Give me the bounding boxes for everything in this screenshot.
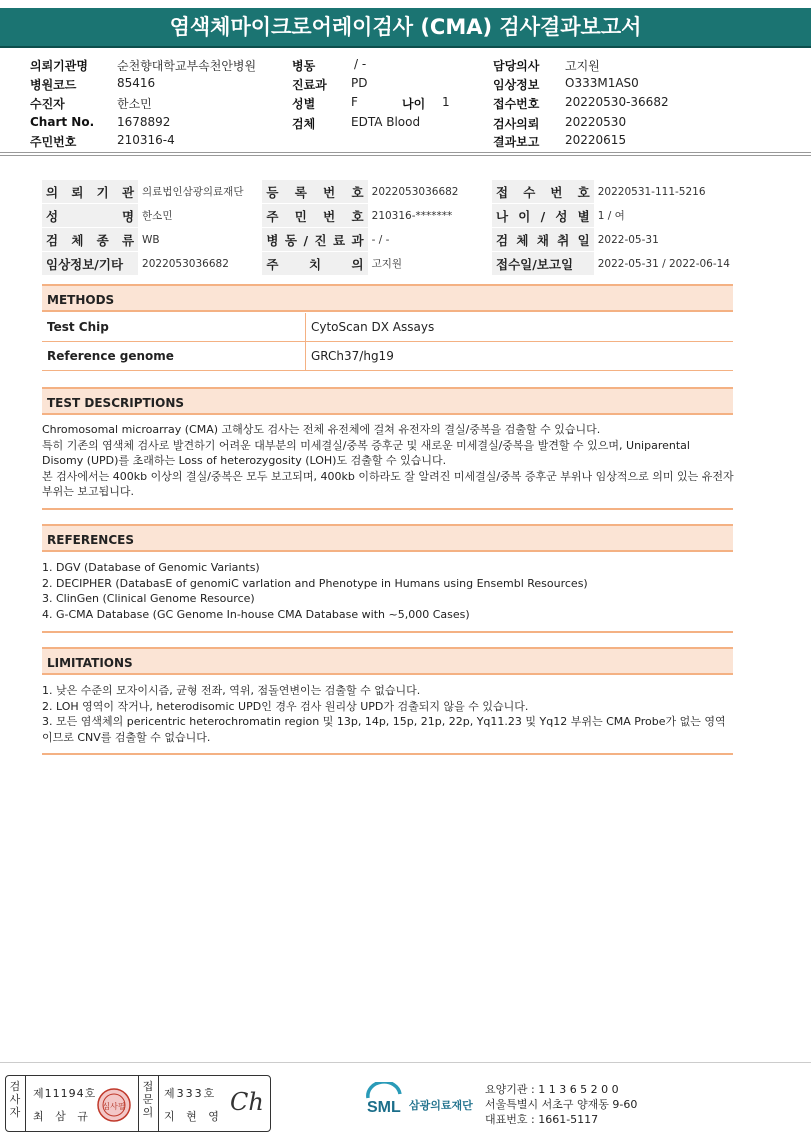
table-row xyxy=(42,313,733,342)
signature: Ch xyxy=(230,1088,264,1116)
institution-phone: 대표번호 : 1661-5117 xyxy=(485,1113,599,1126)
references-heading: REFERENCES xyxy=(42,524,733,552)
info-value: 한소민 xyxy=(138,204,262,228)
limitations-heading: LIMITATIONS xyxy=(42,647,733,675)
info-value: 2022-05-31 xyxy=(594,228,734,252)
header-patient xyxy=(30,95,152,112)
header-key: 검체 xyxy=(292,117,316,131)
header-key: 검사의뢰 xyxy=(493,117,540,131)
methods-table xyxy=(42,313,733,371)
header-key: 결과보고 xyxy=(493,135,540,149)
info-key: 등 록 번 호 xyxy=(262,180,367,204)
header-hospital xyxy=(30,57,257,74)
info-value: 210316-******* xyxy=(368,204,492,228)
header-department xyxy=(292,76,368,93)
header-value: 20220615 xyxy=(565,133,627,147)
header-divider xyxy=(0,152,811,153)
institution-info xyxy=(485,1082,637,1127)
header-report-date xyxy=(493,133,627,150)
header-key: 진료과 xyxy=(292,78,327,92)
header-value: PD xyxy=(351,76,368,90)
seal-stamp xyxy=(96,1087,132,1123)
header-value: 20220530 xyxy=(565,115,627,129)
test-descriptions-body xyxy=(42,422,734,500)
list-item: 2. LOH 영역이 작거나, heterodisomic UPD인 경우 검사 원리상 UPD가 검출되지 않을 수 있습니다. xyxy=(42,699,529,713)
info-key: 주 민 번 호 xyxy=(262,204,367,228)
info-key: 의 뢰 기 관 xyxy=(42,180,138,204)
info-value: 의료법인삼광의료재단 xyxy=(138,180,262,204)
specialist-license: 제333호 xyxy=(164,1087,217,1100)
header-value: / - xyxy=(354,57,367,71)
methods-key: Reference genome xyxy=(42,342,306,371)
box-divider xyxy=(138,1076,139,1131)
header-chart-no xyxy=(30,115,171,129)
report-title: 염색체마이크로어레이검사 (CMA) 검사결과보고서 xyxy=(0,8,811,48)
header-key: 주민번호 xyxy=(30,135,77,149)
limitations-list xyxy=(42,683,734,745)
table-row xyxy=(42,180,734,204)
institution-address: 서울특별시 서초구 양재동 9-60 xyxy=(485,1098,638,1111)
info-value: 고지원 xyxy=(368,252,492,276)
methods-value: GRCh37/hg19 xyxy=(306,342,734,371)
header-value: EDTA Blood xyxy=(351,115,421,129)
header-key: 수진자 xyxy=(30,97,65,111)
header-receipt-no xyxy=(493,95,669,112)
table-row xyxy=(42,252,734,276)
examiner-label: 검사자 xyxy=(9,1080,21,1119)
list-item: 3. ClinGen (Clinical Genome Resource) xyxy=(42,592,255,605)
info-key: 접 수 번 호 xyxy=(492,180,594,204)
list-item: 3. 모든 염색체의 pericentric heterochromatin region 및 13p, 14p, 15p, 21p, 22p, Yq11.23 및 Yq12 부위는 CMA Probe가 없는 영역이므로 CNV를 검출할 수 없습니다. xyxy=(42,715,726,744)
list-item: 4. G-CMA Database (GC Genome In-house CMA Database with ~5,000 Cases) xyxy=(42,607,470,621)
seal-text: 심사필 xyxy=(102,1102,126,1111)
header-value: 1 xyxy=(442,95,450,109)
paragraph: 특히 기존의 염색체 검사로 발견하기 어려운 대부분의 미세결실/중복 증후군 및 새로운 미세결실/중복을 발견할 수 있으며, Uniparental Disomy (UPD)를 초래하는 Loss of heterozygosity (LOH)도 검출할 수 있습니다. xyxy=(42,438,690,467)
header-key: 병동 xyxy=(292,59,316,73)
info-value: - / - xyxy=(368,228,492,252)
institution-code: 요양기관 : 1 1 3 6 5 2 0 0 xyxy=(485,1083,619,1096)
logo-name: 삼광의료재단 xyxy=(409,1099,473,1112)
header-key: 나이 xyxy=(402,97,426,111)
header-divider xyxy=(0,155,811,156)
header-value: 20220530-36682 xyxy=(565,95,669,109)
section-divider xyxy=(42,753,733,755)
header-sex xyxy=(292,95,358,112)
header-hospital-code xyxy=(30,76,156,93)
info-key: 나 이 / 성 별 xyxy=(492,204,594,228)
header-value: 85416 xyxy=(117,76,156,90)
header-request-date xyxy=(493,115,627,132)
signature-box xyxy=(5,1075,271,1132)
paragraph: Chromosomal microarray (CMA) 고해상도 검사는 전체 유전체에 걸쳐 유전자의 결실/중복을 검출할 수 있습니다. xyxy=(42,423,601,436)
info-key: 검 체 채 취 일 xyxy=(492,228,594,252)
header-ward xyxy=(292,57,367,74)
references-list xyxy=(42,560,734,622)
info-value: 2022053036682 xyxy=(138,252,262,276)
header-value: 210316-4 xyxy=(117,133,175,147)
header-specimen xyxy=(292,115,421,132)
list-item: 1. DGV (Database of Genomic Variants) xyxy=(42,561,260,574)
section-divider xyxy=(42,631,733,633)
info-value: 20220531-111-5216 xyxy=(594,180,734,204)
list-item: 2. DECIPHER (DatabasE of genomiC varIation and Phenotype in Humans using Ensembl Resources) xyxy=(42,576,588,590)
test-descriptions-heading: TEST DESCRIPTIONS xyxy=(42,387,733,415)
header-value: 한소민 xyxy=(117,97,152,111)
header-key: 병원코드 xyxy=(30,78,77,92)
info-value: WB xyxy=(138,228,262,252)
header-value: O333M1AS0 xyxy=(565,76,639,90)
table-row xyxy=(42,342,733,371)
info-value: 2022053036682 xyxy=(368,180,492,204)
info-key: 검 체 종 류 xyxy=(42,228,138,252)
specialist-label: 접문의 xyxy=(142,1080,154,1119)
patient-info-table xyxy=(42,180,734,276)
info-key: 임상정보/기타 xyxy=(42,252,138,276)
sml-logo-icon xyxy=(362,1082,406,1118)
header-key: 접수번호 xyxy=(493,97,540,111)
header-key: 임상정보 xyxy=(493,78,540,92)
box-divider xyxy=(158,1076,159,1131)
header-age xyxy=(402,95,450,112)
list-item: 1. 낮은 수준의 모자이시즘, 균형 전좌, 역위, 점돌연변이는 검출할 수 없습니다. xyxy=(42,684,421,697)
methods-value: CytoScan DX Assays xyxy=(306,313,734,342)
section-divider xyxy=(42,508,733,510)
methods-heading: METHODS xyxy=(42,284,733,312)
specialist-name: 지 현 영 xyxy=(164,1110,223,1123)
header-key: 의뢰기관명 xyxy=(30,59,88,73)
header-key: Chart No. xyxy=(30,115,95,129)
examiner-license: 제11194호 xyxy=(33,1087,97,1100)
header-value: 고지원 xyxy=(565,59,600,73)
header-key: 담당의사 xyxy=(493,59,540,73)
header-value: 1678892 xyxy=(117,115,171,129)
table-row xyxy=(42,204,734,228)
table-row xyxy=(42,228,734,252)
info-key: 병 동 / 진 료 과 xyxy=(262,228,367,252)
info-key: 성 명 xyxy=(42,204,138,228)
box-divider xyxy=(25,1076,26,1131)
header-doctor xyxy=(493,57,600,74)
examiner-name: 최 삼 규 xyxy=(33,1110,92,1123)
info-key: 접수일/보고일 xyxy=(492,252,594,276)
info-key: 주 치 의 xyxy=(262,252,367,276)
header-clinical-info xyxy=(493,76,639,93)
logo-text: SML xyxy=(367,1099,401,1116)
header-key: 성별 xyxy=(292,97,316,111)
methods-key: Test Chip xyxy=(42,313,306,342)
info-value: 1 / 여 xyxy=(594,204,734,228)
info-value: 2022-05-31 / 2022-06-14 xyxy=(594,252,734,276)
header-value: 순천향대학교부속천안병원 xyxy=(117,59,257,73)
paragraph: 본 검사에서는 400kb 이상의 결실/중복은 모두 보고되며, 400kb 이하라도 잘 알려진 미세결실/중복 증후군 부위나 임상적으로 의미 있는 유전자 부위는 보고됩니다. xyxy=(42,469,734,498)
footer-divider xyxy=(0,1062,811,1063)
header-resident-no xyxy=(30,133,175,150)
header-value: F xyxy=(351,95,358,109)
